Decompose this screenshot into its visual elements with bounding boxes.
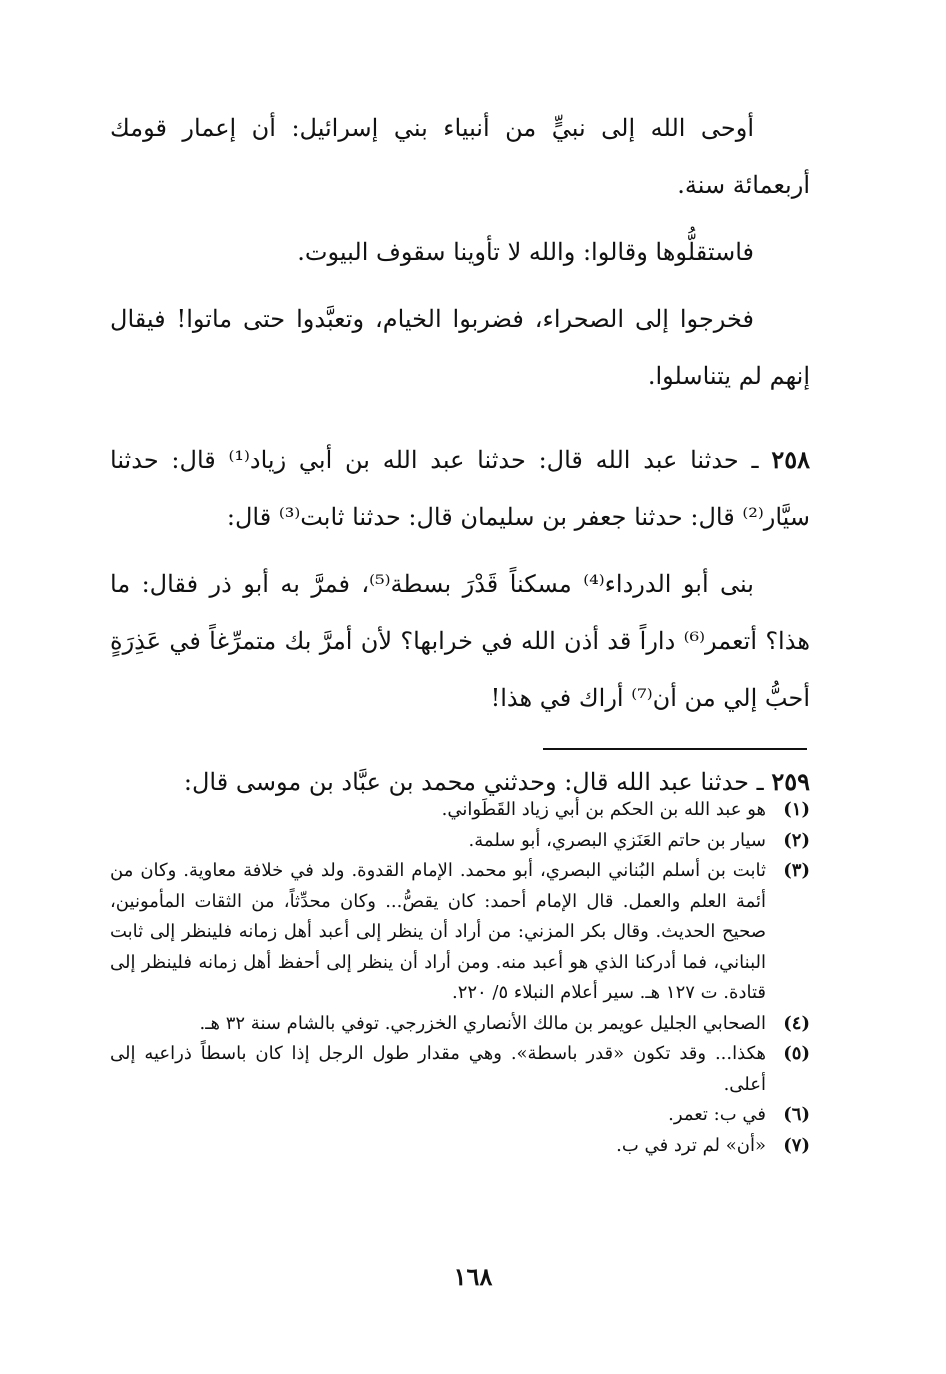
hadith-258-text: ـ حدثنا عبد الله قال: حدثنا عبد الله بن أبي زياد⁽¹⁾ قال: حدثنا سيَّار⁽²⁾ قال: حدثنا جعفر بن سليمان قال: حدثنا ثابت⁽³⁾ قال:	[110, 446, 810, 531]
footnote-text: هكذا... وقد تكون «قدر باسطة». وهي مقدار طول الرجل إذا كان باسطاً ذراعيه إلى أعلى.	[110, 1043, 766, 1095]
footnote-text: الصحابي الجليل عويمر بن مالك الأنصاري الخزرجي. توفي بالشام سنة ٣٢ هـ.	[199, 1012, 766, 1034]
hadith-259-text: ـ حدثنا عبد الله قال: وحدثني محمد بن عبَّاد بن موسى قال:	[183, 768, 764, 796]
footnote-text: في ب: تعمر.	[668, 1104, 766, 1125]
paragraph-prophet-revelation: أوحى الله إلى نبيٍّ من أنبياء بني إسرائيل: أن إعمار قومك أربعمائة سنة.	[110, 114, 810, 199]
footnote-mark: (٥)	[783, 1043, 810, 1064]
footnote-text: سيار بن حاتم العَنَزي البصري، أبو سلمة.	[468, 829, 766, 851]
footnote-item	[110, 1009, 810, 1040]
page-number: ١٦٨	[453, 1262, 493, 1291]
footnote-item	[110, 826, 810, 857]
footnote-item	[110, 1039, 810, 1100]
footnote-mark: (٦)	[783, 1104, 810, 1125]
footnote-mark: (٤)	[783, 1012, 810, 1034]
footnote-text: هو عبد الله بن الحكم بن أبي زياد القَطَواني.	[441, 799, 766, 820]
hadith-258-chain	[110, 431, 810, 546]
footnote-text: ثابت بن أسلم البُناني البصري، أبو محمد. الإمام القدوة. ولد في خلافة معاوية. وكان من أئمة العلم والعمل. قال الإمام أحمد: كان يقصُّ... وكان محدِّثاً، من الثقات المأمونين، صحيح الحديث. وقال بكر المزني: من أراد أن ينظر إلى أعبد أهل زمانه فلينظر إلى ثابت البناني، فما أدركنا الذي هو أعبد منه. ومن أراد أن ينظر إلى أحفظ أهل زمانه فلينظر إلى قتادة. ت ١٢٧ هـ. سير أعلام النبلاء ٥/ ٢٢٠.	[110, 860, 766, 1003]
paragraph-roofs: فاستقلُّوها وقالوا: والله لا تأوينا سقوف البيوت.	[297, 238, 754, 266]
spacer	[110, 281, 810, 291]
footnote-text: «أن» لم ترد في ب.	[616, 1134, 766, 1156]
footnote-item	[110, 795, 810, 826]
hadith-number-258: ٢٥٨	[771, 445, 810, 474]
spacer	[110, 405, 810, 431]
paragraph-abu-darda: بنى أبو الدرداء⁽⁴⁾ مسكناً قَدْرَ بسطة⁽⁵⁾، فمرَّ به أبو ذر فقال: ما هذا؟ أتعمر⁽⁶⁾ داراً قد أذن الله في خرابها؟ لأن أمرَّ بك متمرِّغاً في عَذِرَةٍ أحبُّ إلي من أن⁽⁷⁾ أراك في هذا!	[110, 570, 810, 712]
main-text	[110, 100, 810, 811]
footnote-item	[110, 1100, 810, 1131]
footnote-mark: (١)	[783, 799, 810, 820]
paragraph-desert: فخرجوا إلى الصحراء، فضربوا الخيام، وتعبَّدوا حتى ماتوا! فيقال إنهم لم يتناسلوا.	[110, 305, 810, 390]
spacer	[110, 546, 810, 556]
spacer	[110, 214, 810, 224]
footnote-separator	[543, 748, 807, 750]
hadith-number-259: ٢٥٩	[771, 767, 810, 796]
footnote-mark: (٢)	[783, 829, 810, 851]
footnotes	[110, 795, 810, 1161]
footnote-mark: (٧)	[783, 1134, 810, 1156]
footnote-mark: (٣)	[783, 860, 810, 881]
footnote-item	[110, 1131, 810, 1162]
footnote-item	[110, 856, 810, 1009]
